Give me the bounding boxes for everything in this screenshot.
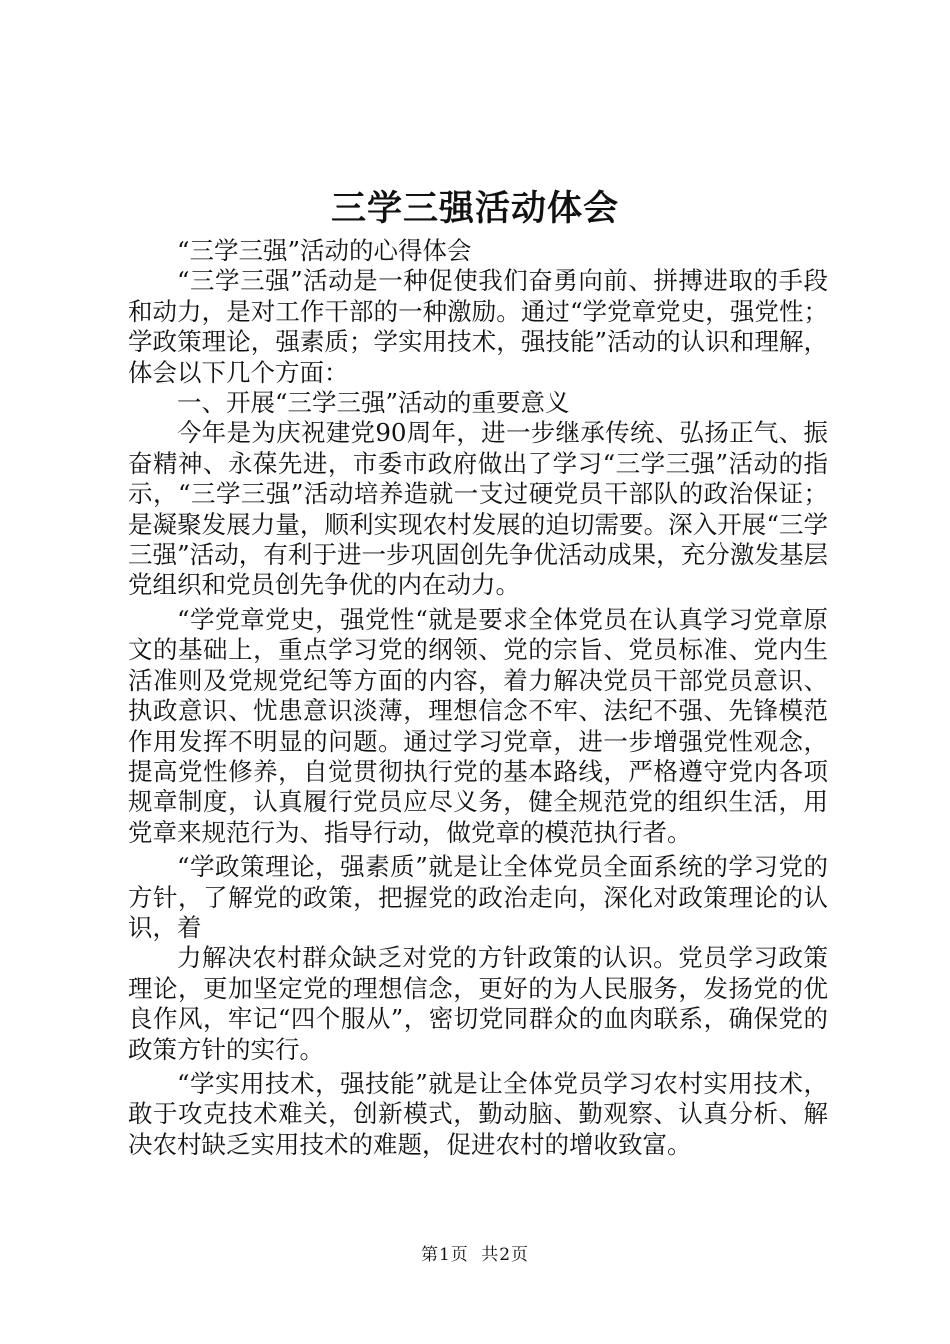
page-number: 第1页 [420,1245,469,1265]
page-total: 共2页 [481,1245,530,1265]
paragraph-intro: “三学三强”活动是一种促使我们奋勇向前、拼搏进取的手段和动力，是对工作干部的一种激励。通过“学党章党史，强党性；学政策理论，强素质；学实用技术，强技能”活动的认识和理解，体会以下几个方面： [128,266,828,387]
document-body [128,236,828,1160]
section-heading: 一、开展“三学三强”活动的重要意义 [177,388,570,418]
paragraph-policy-theory: “学政策理论，强素质”就是让全体党员全面系统的学习党的方针，了解党的政策，把握党的政治走向，深化对政策理论的认识，着 [128,852,828,942]
paragraph-policy-theory-continued: 力解决农村群众缺乏对党的方针政策的认识。党员学习政策理论，更加坚定党的理想信念，更好的为人民服务，发扬党的优良作风，牢记“四个服从”，密切党同群众的血肉联系，确保党的政策方针的实行。 [128,943,828,1064]
paragraph-practical-skills: “学实用技术，强技能”就是让全体党员学习农村实用技术，敢于攻克技术难关，创新模式，勤动脑、勤观察、认真分析、解决农村缺乏实用技术的难题，促进农村的增收致富。 [128,1068,828,1159]
paragraph-party-constitution: “学党章党史，强党性“就是要求全体党员在认真学习党章原文的基础上，重点学习党的纲领、党的宗旨、党员标准、党内生活准则及党规党纪等方面的内容，着力解决党员干部党员意识、执政意识、忧患意识淡薄，理想信念不牢、法纪不强、先锋模范作用发挥不明显的问题。通过学习党章，进一步增强党性观念，提高党性修养，自觉贯彻执行党的基本路线，严格遵守党内各项规章制度，认真履行党员应尽义务，健全规范党的组织生活，用党章来规范行为、指导行动，做党章的模范执行者。 [128,604,828,847]
page-footer [0,1243,950,1267]
document-title: 三学三强活动体会 [330,188,619,229]
paragraph-significance: 今年是为庆祝建党90周年，进一步继承传统、弘扬正气、振奋精神、永葆先进，市委市政府做出了学习“三学三强”活动的指示，“三学三强”活动培养造就一支过硬党员干部队的政治保证；是凝聚发展力量，顺利实现农村发展的迫切需要。深入开展“三学三强”活动，有利于进一步巩固创先争优活动成果，充分激发基层党组织和党员创先争优的内在动力。 [128,418,828,600]
paragraph-subtitle: “三学三强”活动的心得体会 [177,236,472,265]
